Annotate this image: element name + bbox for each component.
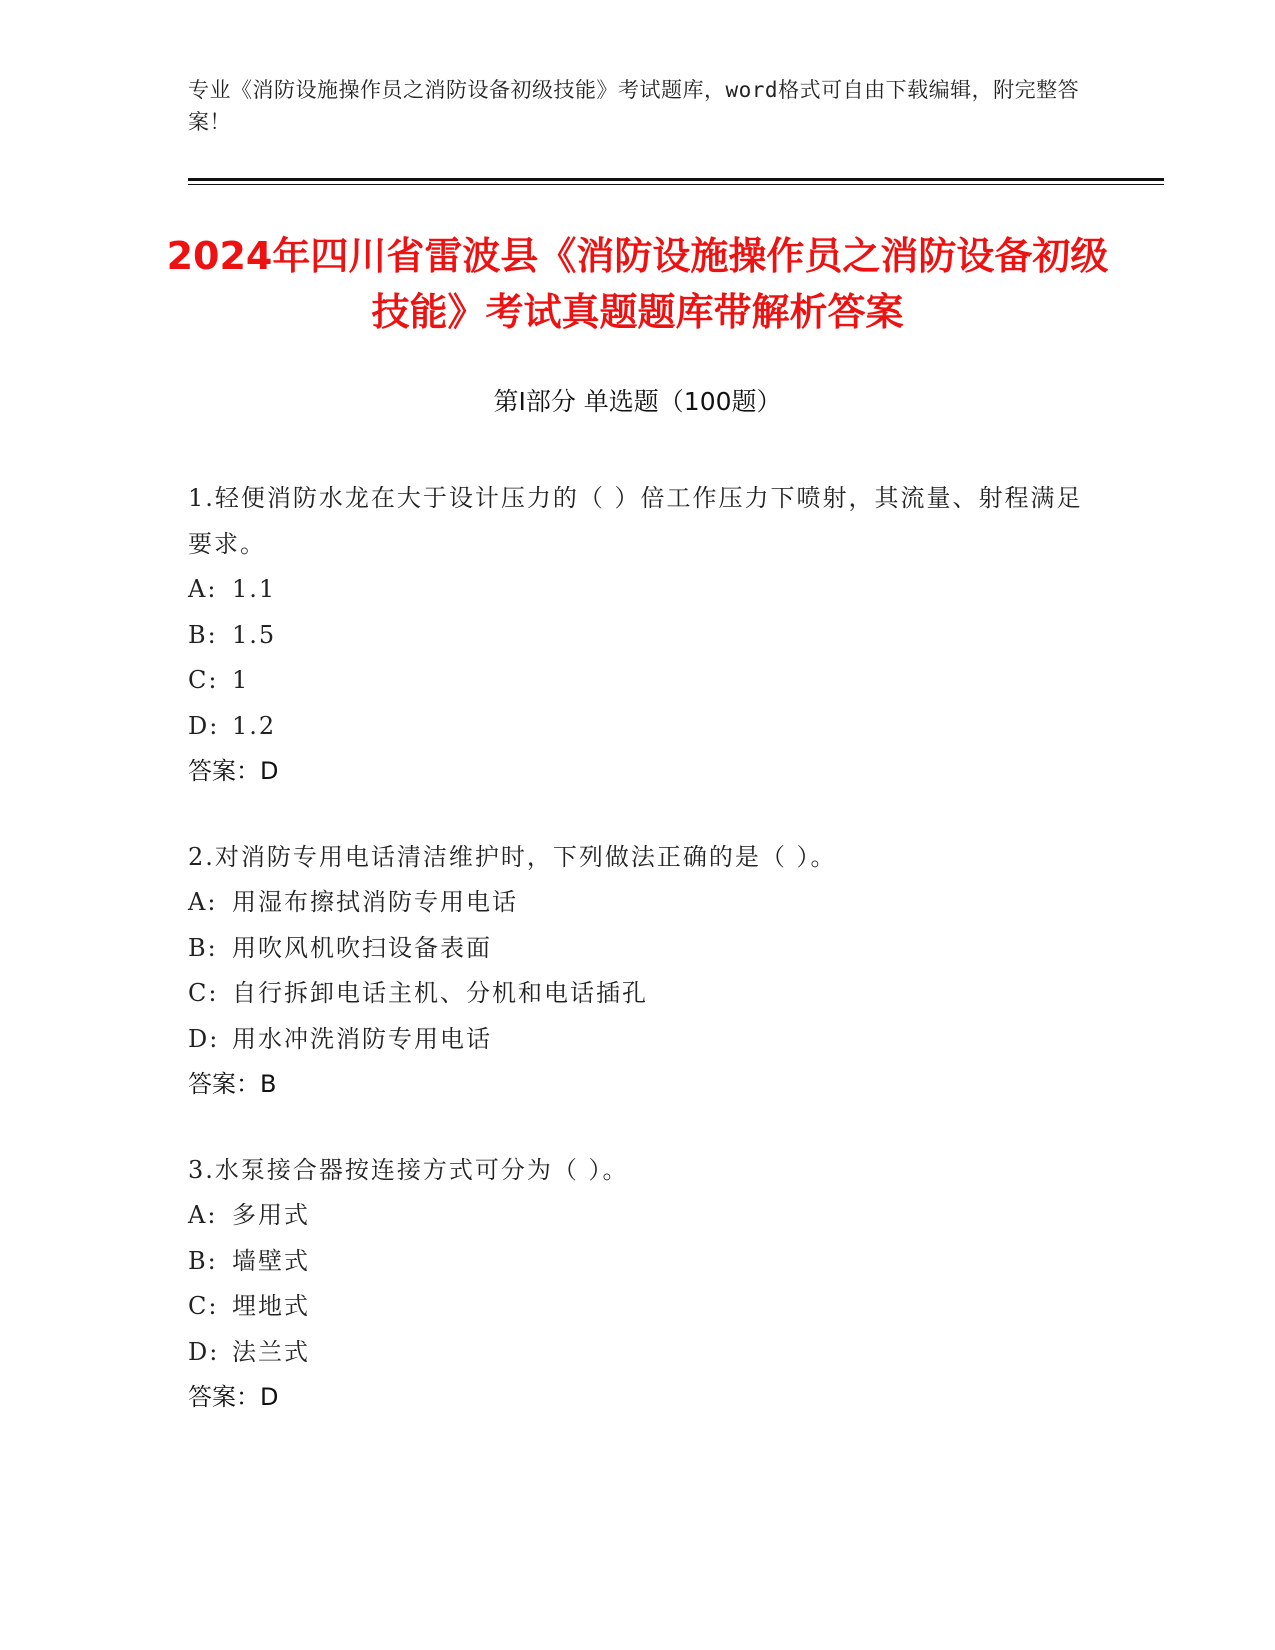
option-letter: D:: [188, 1337, 220, 1366]
option-a: [188, 1193, 1088, 1239]
option-a: [188, 567, 1088, 613]
option-text: 墙壁式: [232, 1246, 310, 1275]
answer: 答案：D: [188, 1383, 279, 1411]
option-letter: C:: [188, 1292, 219, 1320]
header-divider-thick: [188, 178, 1164, 181]
option-c: [188, 971, 1088, 1017]
answer: 答案：D: [188, 757, 279, 785]
question-list: [188, 476, 1088, 1461]
option-b: [188, 613, 1088, 659]
option-d: [188, 1330, 1088, 1376]
option-c: [188, 1284, 1088, 1330]
document-title: 2024年四川省雷波县《消防设施操作员之消防设备初级技能》考试真题题库带解析答案: [166, 234, 1109, 334]
option-text: 用湿布擦拭消防专用电话: [232, 888, 518, 916]
question-3: [188, 1148, 1088, 1421]
option-letter: A:: [188, 1201, 218, 1229]
option-text: 1: [232, 666, 250, 694]
option-d: [188, 1017, 1088, 1063]
option-b: [188, 1239, 1088, 1285]
option-letter: A:: [188, 575, 218, 603]
question-2: [188, 835, 1088, 1108]
option-text: 用吹风机吹扫设备表面: [232, 933, 492, 962]
option-text: 多用式: [232, 1201, 310, 1229]
question-stem: 2.对消防专用电话清洁维护时，下列做法正确的是（ ）。: [188, 842, 837, 871]
option-letter: B:: [188, 1246, 218, 1275]
option-text: 1.1: [232, 575, 277, 603]
answer: 答案：B: [188, 1070, 277, 1098]
option-text: 自行拆卸电话主机、分机和电话插孔: [232, 979, 648, 1007]
question-1: [188, 476, 1088, 795]
option-letter: D:: [188, 711, 220, 740]
option-text: 1.5: [232, 620, 277, 649]
option-letter: B:: [188, 620, 218, 649]
option-a: [188, 880, 1088, 926]
option-letter: B:: [188, 933, 218, 962]
header-note: 专业《消防设施操作员之消防设备初级技能》考试题库，word格式可自由下载编辑，附完整答案！: [188, 78, 1080, 134]
section-title: 第Ⅰ部分 单选题（100题）: [493, 387, 782, 416]
option-d: [188, 704, 1088, 750]
option-letter: A:: [188, 888, 218, 916]
option-text: 埋地式: [232, 1292, 310, 1320]
question-stem: 3.水泵接合器按连接方式可分为（ ）。: [188, 1155, 629, 1184]
option-b: [188, 926, 1088, 972]
option-c: [188, 658, 1088, 704]
header-divider-thin: [188, 184, 1164, 185]
option-letter: C:: [188, 979, 219, 1007]
option-text: 用水冲洗消防专用电话: [232, 1024, 492, 1053]
option-letter: D:: [188, 1024, 220, 1053]
option-text: 1.2: [232, 711, 277, 740]
option-letter: C:: [188, 666, 219, 694]
option-text: 法兰式: [232, 1337, 310, 1366]
question-stem: 1.轻便消防水龙在大于设计压力的（ ）倍工作压力下喷射，其流量、射程满足要求。: [188, 484, 1083, 558]
